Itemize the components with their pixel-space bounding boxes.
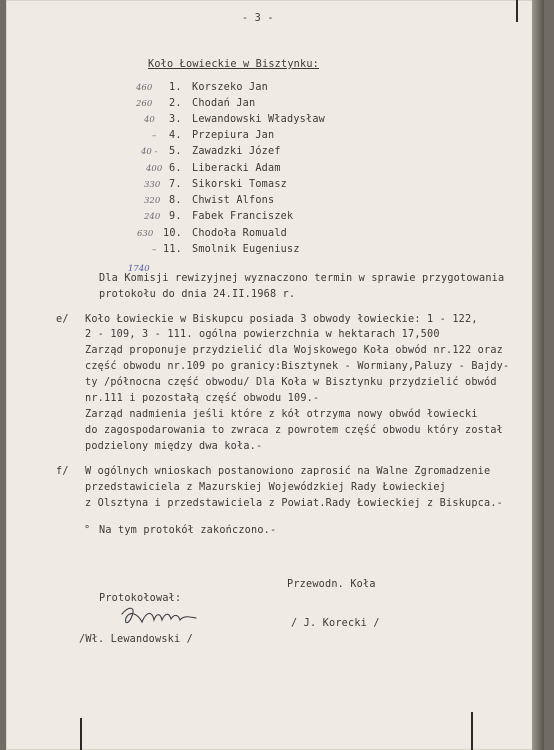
member-name: Liberacki Adam xyxy=(192,163,281,174)
recorder-signature xyxy=(118,604,204,628)
binder-pin xyxy=(471,712,473,750)
member-number: 10. xyxy=(163,228,183,239)
handwritten-mark: 240 xyxy=(144,212,161,222)
handwritten-mark: 330 xyxy=(144,180,161,190)
section-e-label: e/ xyxy=(56,314,69,325)
handwritten-mark: 320 xyxy=(144,196,161,206)
handwritten-mark: 260 xyxy=(136,99,153,109)
member-name: Smolnik Eugeniusz xyxy=(192,244,300,255)
handwritten-mark: – xyxy=(152,131,157,141)
club-title: Koło Łowieckie w Bisztynku: xyxy=(148,59,320,70)
member-name: Chwist Alfons xyxy=(192,195,275,206)
paragraph-line: 2 - 109, 3 - 111. ogólna powierzchnia w hektarach 17,500 xyxy=(85,329,440,340)
member-number: 4. xyxy=(169,130,182,141)
document-page xyxy=(6,0,544,750)
member-name: Chodań Jan xyxy=(192,98,256,109)
commission-line: Dla Komisji rewizyjnej wyznaczono termin w sprawie przygotowania xyxy=(99,273,505,284)
member-number: 3. xyxy=(169,114,182,125)
binder-pin xyxy=(80,718,82,750)
recorder-title: Protokołował: xyxy=(99,593,182,604)
member-name: Zawadzki Józef xyxy=(192,146,281,157)
member-number: 1. xyxy=(169,82,182,93)
paragraph-line: podzielony między dwa koła.- xyxy=(85,441,263,452)
handwritten-annotation: 1740 xyxy=(128,264,150,274)
member-name: Przepiura Jan xyxy=(192,130,275,141)
paragraph-line: przedstawiciela z Mazurskiej Wojewódzkiej Rady Łowieckiej xyxy=(85,482,447,493)
handwritten-mark: 460 xyxy=(136,83,153,93)
closing-bullet: ° xyxy=(84,525,91,536)
binder-pin xyxy=(516,0,518,22)
paragraph-line: Zarząd proponuje przydzielić dla Wojskowego Koła obwód nr.122 oraz xyxy=(85,345,504,356)
member-name: Sikorski Tomasz xyxy=(192,179,288,190)
page-edge-shadow xyxy=(532,0,544,750)
paragraph-line: Koło Łowieckie w Biskupcu posiada 3 obwody łowieckie: 1 - 122, xyxy=(85,314,478,325)
page-number: - 3 - xyxy=(242,13,274,24)
paragraph-line: część obwodu nr.109 po granicy:Bisztynek - Wormiany,Paluzy - Bajdy- xyxy=(85,361,510,372)
paragraph-line: z Olsztyna i przedstawiciela z Powiat.Rady Łowieckiej z Biskupca.- xyxy=(85,498,504,509)
paragraph-line: nr.111 i pozostałą część obwodu 109.- xyxy=(85,393,320,404)
handwritten-mark: 40 xyxy=(144,115,155,125)
chairman-name: / J. Korecki / xyxy=(291,618,380,629)
chairman-title: Przewodn. Koła xyxy=(287,579,376,590)
handwritten-mark: 400 xyxy=(146,164,163,174)
handwritten-mark: 40 - xyxy=(141,147,158,157)
paragraph-line: Zarząd nadmienia jeśli które z kół otrzyma nowy obwód łowiecki xyxy=(85,409,478,420)
member-number: 8. xyxy=(169,195,182,206)
member-number: 2. xyxy=(169,98,182,109)
recorder-name: /Wł. Lewandowski / xyxy=(79,634,194,645)
member-name: Korszeko Jan xyxy=(192,82,269,93)
member-number: 9. xyxy=(169,211,182,222)
commission-line: protokołu do dnia 24.II.1968 r. xyxy=(99,289,296,300)
member-number: 5. xyxy=(169,146,182,157)
member-name: Lewandowski Władysław xyxy=(192,114,326,125)
member-number: 7. xyxy=(169,179,182,190)
handwritten-mark: 630 xyxy=(137,229,154,239)
member-name: Fabek Franciszek xyxy=(192,211,294,222)
closing-text: Na tym protokół zakończono.- xyxy=(99,525,277,536)
paragraph-line: W ogólnych wnioskach postanowiono zaprosić na Walne Zgromadzenie xyxy=(85,466,491,477)
member-name: Chodoła Romuald xyxy=(192,228,288,239)
paragraph-line: ty /północna część obwodu/ Dla Koła w Bisztynku przydzielić obwód xyxy=(85,377,497,388)
handwritten-mark: – xyxy=(152,245,157,255)
member-number: 6. xyxy=(169,163,182,174)
section-f-label: f/ xyxy=(56,466,69,477)
member-number: 11. xyxy=(163,244,183,255)
paragraph-line: do zagospodarowania to zwraca z powrotem część obwodu który został xyxy=(85,425,504,436)
